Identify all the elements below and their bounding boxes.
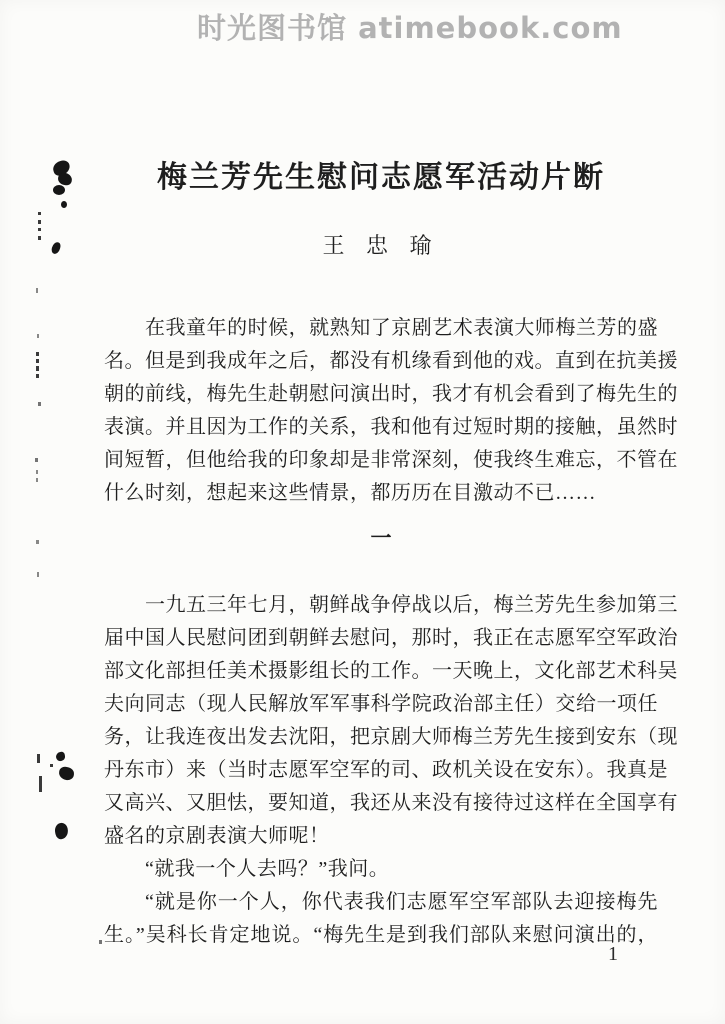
body-line: “就是你一个人，你代表我们志愿军空军部队去迎接梅先 <box>145 891 658 913</box>
body-line: 夫向同志（现人民解放军军事科学院政治部主任）交给一项任 <box>104 693 658 715</box>
ink-blot <box>51 241 62 255</box>
ink-speck <box>50 764 53 767</box>
ink-speck <box>38 236 41 240</box>
ink-speck <box>36 470 38 474</box>
ink-speck <box>36 478 38 482</box>
body-line: 朝的前线，梅先生赴朝慰问演出时，我才有机会看到了梅先生的 <box>104 383 678 405</box>
body-line: 部文化部担任美术摄影组长的工作。一天晚上，文化部艺术科吴 <box>104 660 678 682</box>
ink-speck <box>37 334 39 338</box>
body-line: 间短暂，但他给我的印象却是非常深刻，使我终生难忘，不管在 <box>104 449 678 471</box>
article-title: 梅兰芳先生慰问志愿军活动片断 <box>157 161 605 194</box>
ink-speck <box>38 212 41 215</box>
page-number: 1 <box>608 943 618 965</box>
body-line: 生。”吴科长肯定地说。“梅先生是到我们部队来慰问演出的， <box>104 924 658 946</box>
ink-speck <box>38 220 41 224</box>
body-line: 表演。并且因为工作的关系，我和他有过短时期的接触，虽然时 <box>104 416 678 438</box>
ink-speck <box>37 754 40 763</box>
body-line: 届中国人民慰问团到朝鲜去慰问，那时，我正在志愿军空军政治 <box>104 627 678 649</box>
watermark-text: 时光图书馆 atimebook.com <box>197 11 623 45</box>
ink-speck <box>39 776 42 792</box>
ink-speck <box>36 366 39 371</box>
body-line: 一九五三年七月，朝鲜战争停战以后，梅兰芳先生参加第三 <box>145 594 678 616</box>
article-author: 王 忠 瑜 <box>322 233 440 258</box>
body-line: 又高兴、又胆怯，要知道，我还从来没有接待过这样在全国享有 <box>104 792 678 814</box>
body-line: 务，让我连夜出发去沈阳，把京剧大师梅兰芳先生接到安东（现 <box>104 726 678 748</box>
ink-speck <box>36 352 39 356</box>
section-divider: 一 <box>370 526 392 550</box>
ink-blot <box>53 822 69 840</box>
ink-speck <box>36 288 38 293</box>
ink-blot <box>55 751 65 761</box>
body-line: “就我一个人去吗？”我问。 <box>145 858 390 880</box>
ink-blot <box>61 201 67 208</box>
body-line: 盛名的京剧表演大师呢！ <box>104 825 330 847</box>
ink-blot <box>53 185 65 195</box>
article-body <box>104 312 678 952</box>
body-line: 在我童年的时候，就熟知了京剧艺术表演大师梅兰芳的盛 <box>145 317 658 339</box>
ink-speck <box>36 359 39 363</box>
ink-speck <box>36 540 39 544</box>
ink-speck <box>38 228 41 231</box>
body-line: 什么时刻，想起来这些情景，都历历在目激动不已…… <box>104 482 596 504</box>
body-line: 丹东市）来（当时志愿军空军的司、政机关设在安东）。我真是 <box>104 759 668 781</box>
ink-speck <box>36 374 39 378</box>
ink-speck <box>99 940 102 944</box>
body-line: 名。但是到我成年之后，都没有机缘看到他的戏。直到在抗美援 <box>104 350 678 372</box>
ink-blot <box>58 766 75 781</box>
ink-speck <box>37 572 39 577</box>
article-column <box>104 0 678 952</box>
ink-speck <box>38 402 41 406</box>
ink-speck <box>35 458 38 462</box>
